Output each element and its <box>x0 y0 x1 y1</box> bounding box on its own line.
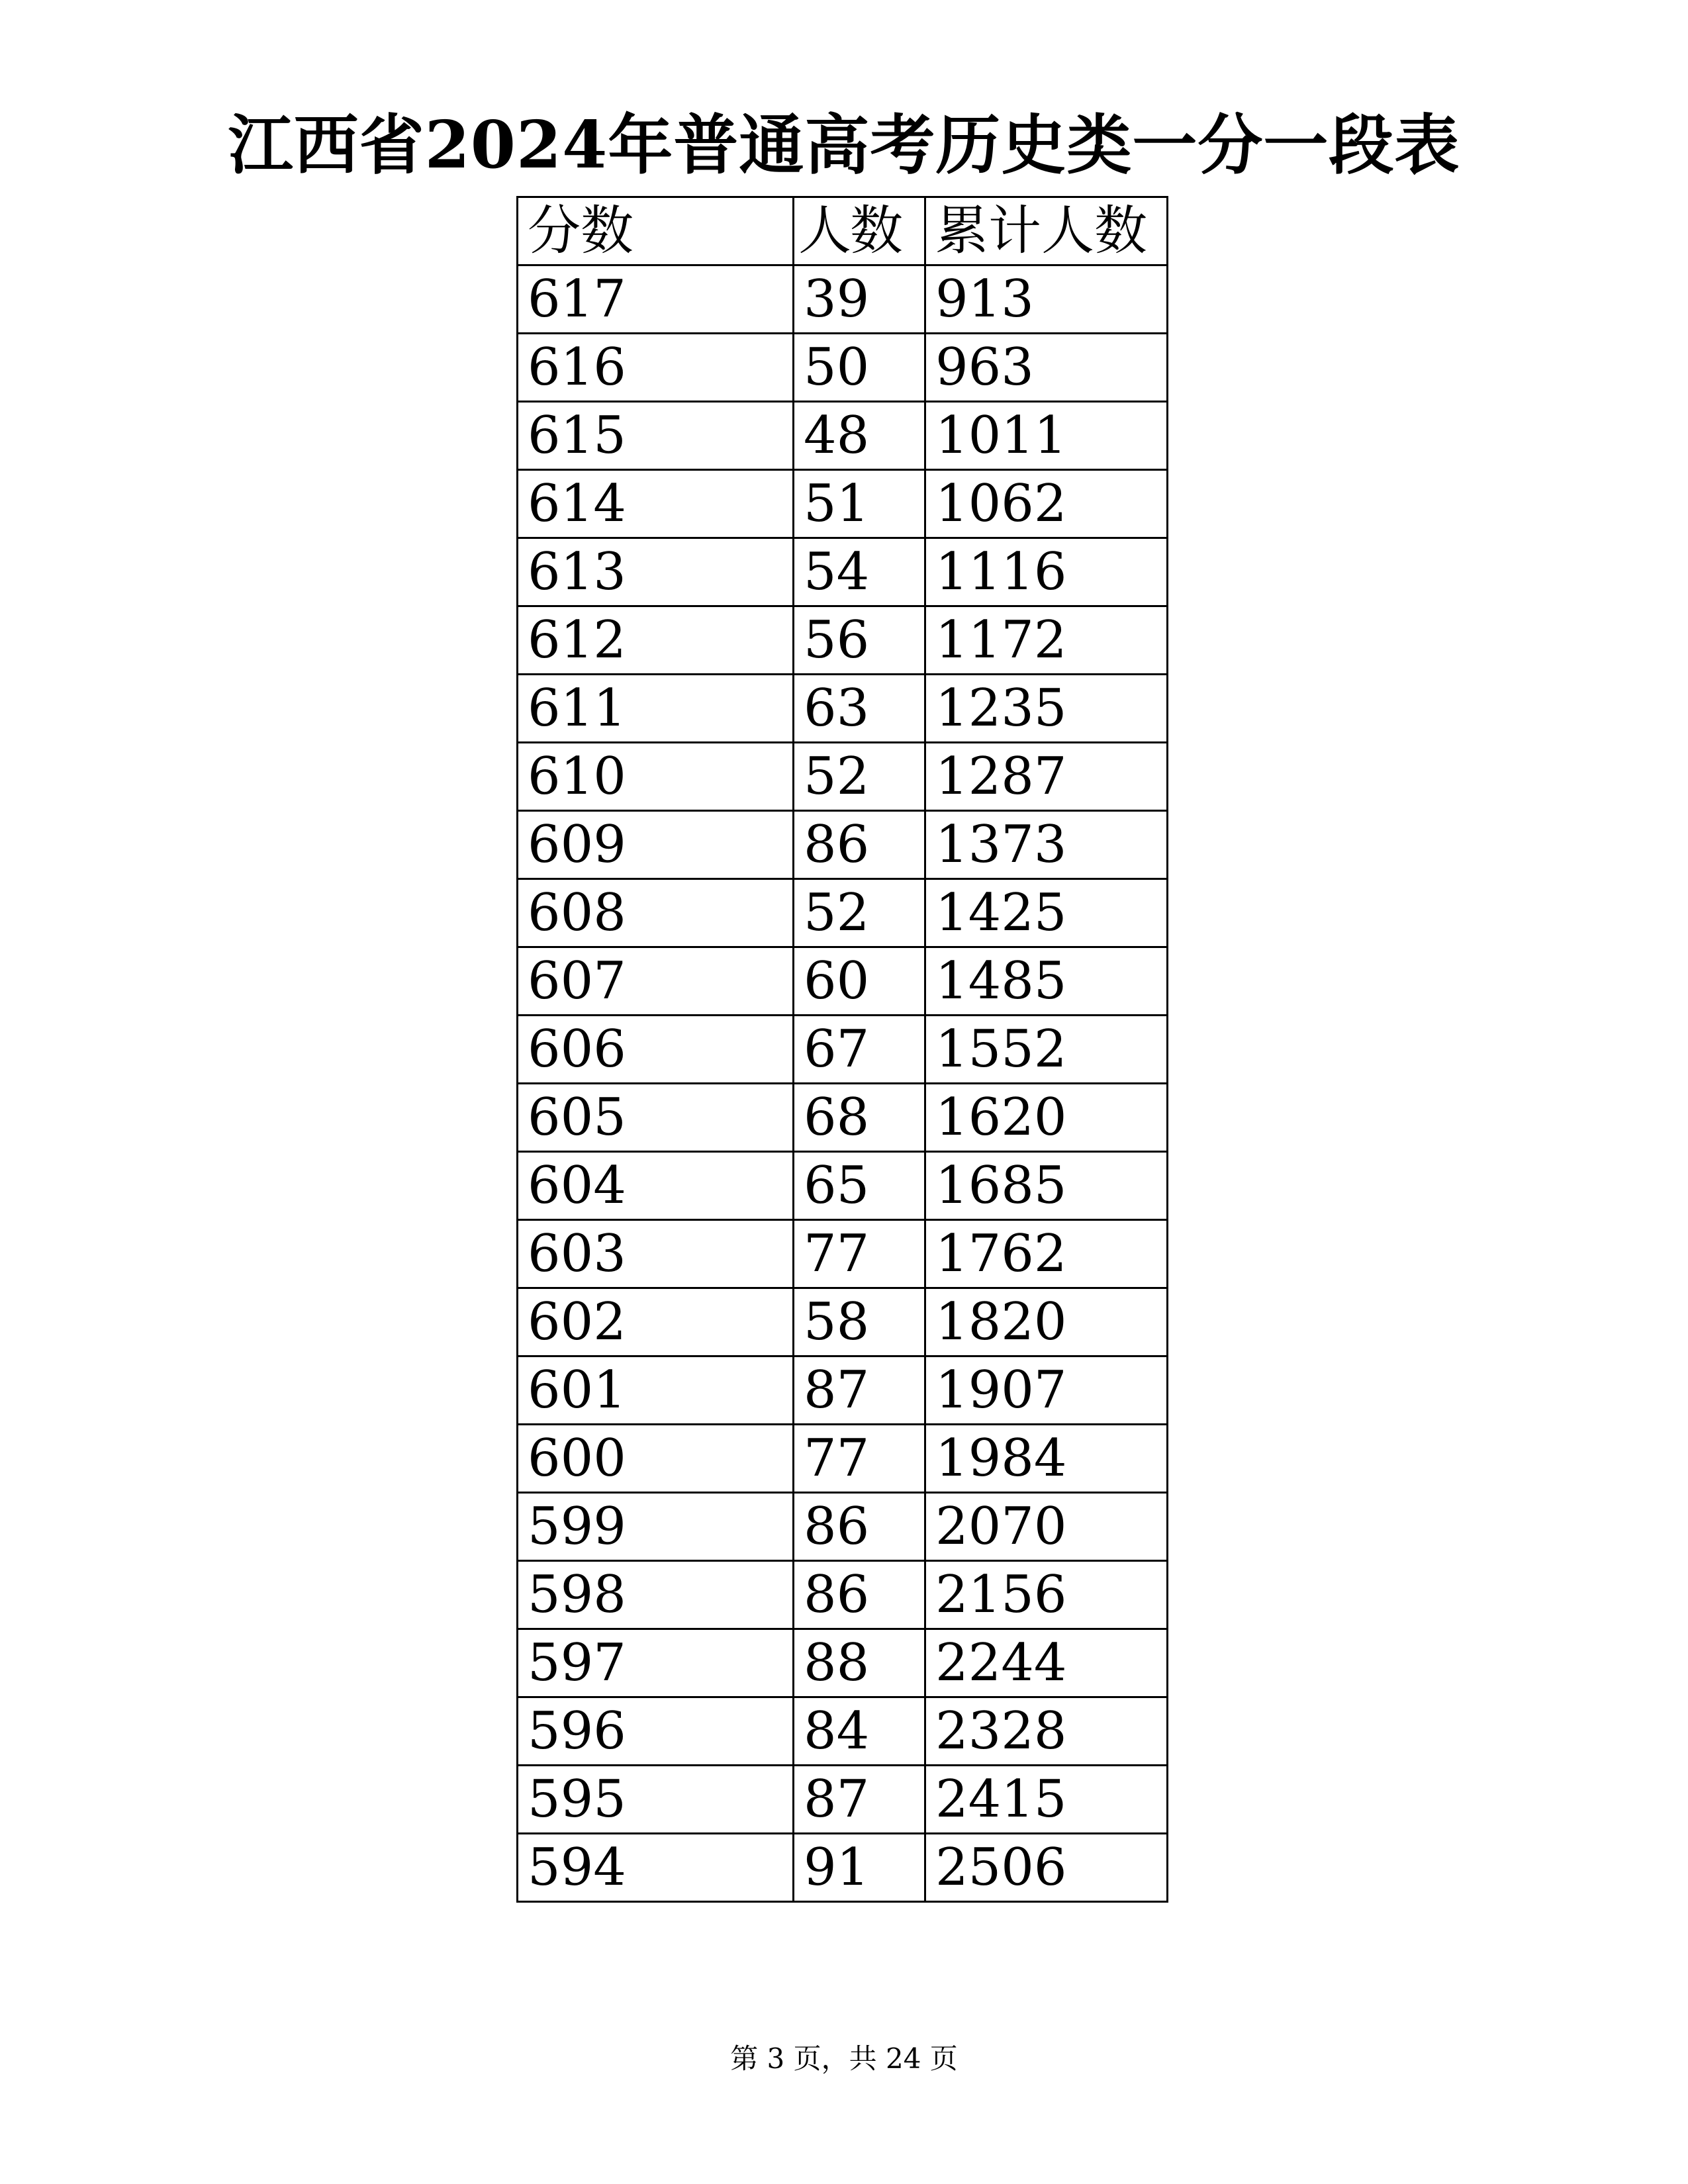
table-row <box>518 1016 1168 1084</box>
table-row <box>518 334 1168 402</box>
cumulative-cell: 913 <box>925 265 1168 334</box>
score-cell: 609 <box>518 811 794 879</box>
score-cell: 608 <box>518 879 794 947</box>
table-body <box>518 265 1168 1902</box>
score-cell: 611 <box>518 675 794 743</box>
score-cell: 601 <box>518 1356 794 1425</box>
count-cell: 91 <box>794 1834 925 1902</box>
count-cell: 67 <box>794 1016 925 1084</box>
score-cell: 597 <box>518 1629 794 1697</box>
cumulative-cell: 1552 <box>925 1016 1168 1084</box>
table-row <box>518 743 1168 811</box>
score-cell: 602 <box>518 1288 794 1356</box>
table-row <box>518 1152 1168 1220</box>
count-cell: 60 <box>794 947 925 1016</box>
table-row <box>518 1288 1168 1356</box>
count-cell: 52 <box>794 743 925 811</box>
table-row <box>518 1697 1168 1766</box>
table-row <box>518 538 1168 606</box>
count-cell: 52 <box>794 879 925 947</box>
table-row <box>518 606 1168 675</box>
table-row <box>518 1766 1168 1834</box>
header-score: 分数 <box>518 197 794 265</box>
table-row <box>518 811 1168 879</box>
cumulative-cell: 963 <box>925 334 1168 402</box>
table-row <box>518 947 1168 1016</box>
count-cell: 86 <box>794 1493 925 1561</box>
score-cell: 616 <box>518 334 794 402</box>
count-cell: 86 <box>794 1561 925 1629</box>
cumulative-cell: 1685 <box>925 1152 1168 1220</box>
count-cell: 77 <box>794 1220 925 1288</box>
cumulative-cell: 2506 <box>925 1834 1168 1902</box>
table-row <box>518 1356 1168 1425</box>
header-cumulative: 累计人数 <box>925 197 1168 265</box>
count-cell: 63 <box>794 675 925 743</box>
count-cell: 54 <box>794 538 925 606</box>
table-row <box>518 1561 1168 1629</box>
cumulative-cell: 2070 <box>925 1493 1168 1561</box>
score-cell: 610 <box>518 743 794 811</box>
count-cell: 39 <box>794 265 925 334</box>
table-row <box>518 470 1168 538</box>
cumulative-cell: 1620 <box>925 1084 1168 1152</box>
table-row <box>518 402 1168 470</box>
cumulative-cell: 1373 <box>925 811 1168 879</box>
score-cell: 598 <box>518 1561 794 1629</box>
count-cell: 86 <box>794 811 925 879</box>
table-row <box>518 265 1168 334</box>
cumulative-cell: 1984 <box>925 1425 1168 1493</box>
count-cell: 56 <box>794 606 925 675</box>
table-row <box>518 1834 1168 1902</box>
cumulative-cell: 1011 <box>925 402 1168 470</box>
score-distribution-table <box>516 196 1168 1903</box>
count-cell: 48 <box>794 402 925 470</box>
score-cell: 612 <box>518 606 794 675</box>
cumulative-cell: 1820 <box>925 1288 1168 1356</box>
score-cell: 596 <box>518 1697 794 1766</box>
score-cell: 605 <box>518 1084 794 1152</box>
score-cell: 606 <box>518 1016 794 1084</box>
cumulative-cell: 2156 <box>925 1561 1168 1629</box>
page-title: 江西省2024年普通高考历史类一分一段表 <box>228 107 1460 183</box>
cumulative-cell: 1235 <box>925 675 1168 743</box>
cumulative-cell: 1172 <box>925 606 1168 675</box>
page-footer: 第 3 页，共 24 页 <box>730 2042 958 2075</box>
table-row <box>518 879 1168 947</box>
table-row <box>518 1425 1168 1493</box>
score-cell: 600 <box>518 1425 794 1493</box>
table-row <box>518 1629 1168 1697</box>
cumulative-cell: 2415 <box>925 1766 1168 1834</box>
table-header-row <box>518 197 1168 265</box>
cumulative-cell: 1907 <box>925 1356 1168 1425</box>
score-cell: 599 <box>518 1493 794 1561</box>
count-cell: 68 <box>794 1084 925 1152</box>
count-cell: 87 <box>794 1356 925 1425</box>
cumulative-cell: 1062 <box>925 470 1168 538</box>
cumulative-cell: 1116 <box>925 538 1168 606</box>
score-cell: 595 <box>518 1766 794 1834</box>
table-row <box>518 1220 1168 1288</box>
table-row <box>518 1084 1168 1152</box>
table-row <box>518 675 1168 743</box>
count-cell: 50 <box>794 334 925 402</box>
count-cell: 51 <box>794 470 925 538</box>
cumulative-cell: 1287 <box>925 743 1168 811</box>
score-cell: 603 <box>518 1220 794 1288</box>
cumulative-cell: 2328 <box>925 1697 1168 1766</box>
cumulative-cell: 1425 <box>925 879 1168 947</box>
count-cell: 58 <box>794 1288 925 1356</box>
header-count: 人数 <box>794 197 925 265</box>
count-cell: 88 <box>794 1629 925 1697</box>
count-cell: 77 <box>794 1425 925 1493</box>
score-cell: 604 <box>518 1152 794 1220</box>
score-cell: 614 <box>518 470 794 538</box>
count-cell: 84 <box>794 1697 925 1766</box>
score-cell: 613 <box>518 538 794 606</box>
cumulative-cell: 1485 <box>925 947 1168 1016</box>
table-row <box>518 1493 1168 1561</box>
score-cell: 607 <box>518 947 794 1016</box>
score-cell: 617 <box>518 265 794 334</box>
count-cell: 87 <box>794 1766 925 1834</box>
count-cell: 65 <box>794 1152 925 1220</box>
score-cell: 615 <box>518 402 794 470</box>
cumulative-cell: 2244 <box>925 1629 1168 1697</box>
score-cell: 594 <box>518 1834 794 1902</box>
cumulative-cell: 1762 <box>925 1220 1168 1288</box>
